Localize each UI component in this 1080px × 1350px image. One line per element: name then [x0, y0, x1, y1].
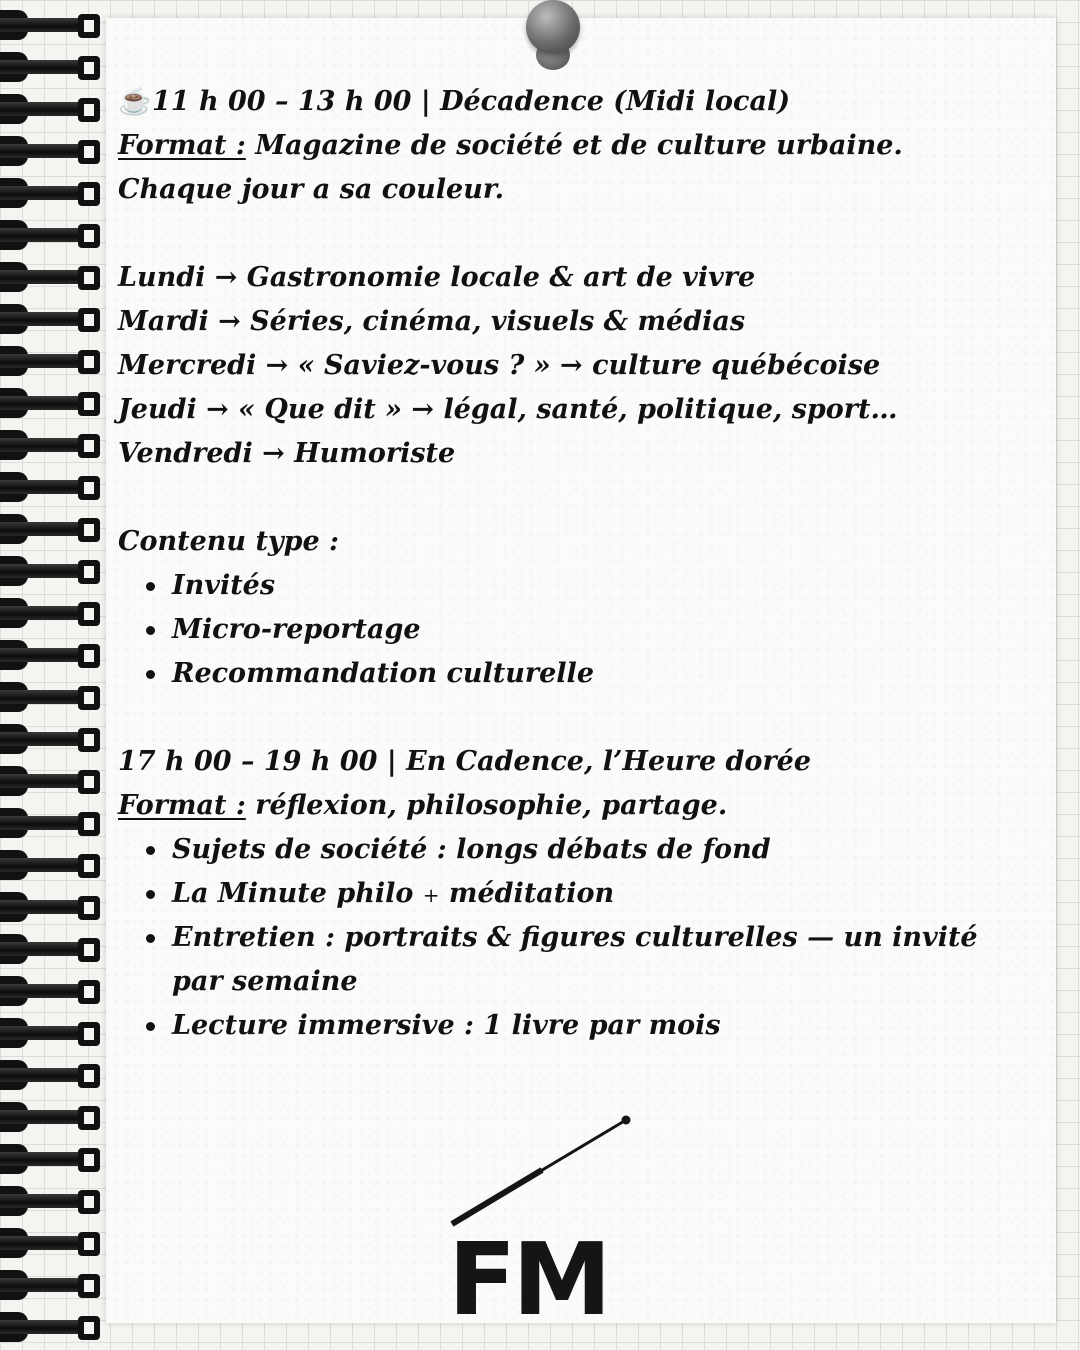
binding-ring: [0, 1018, 102, 1052]
binding-ring: [0, 52, 102, 86]
list-item: Sujets de société : longs débats de fond: [118, 828, 1018, 872]
binding-ring: [0, 766, 102, 800]
list-item: Entretien : portraits & figures culturelles — un invité par semaine: [118, 916, 1018, 1004]
binding-ring: [0, 1228, 102, 1262]
binding-ring: [0, 976, 102, 1010]
list-item: Micro-reportage: [118, 608, 1018, 652]
binding-ring: [0, 178, 102, 212]
binding-ring: [0, 514, 102, 548]
coffee-cup-icon: ☕: [118, 86, 152, 117]
list-item: Invités: [118, 564, 1018, 608]
binding-ring: [0, 10, 102, 44]
list-item: Lecture immersive : 1 livre par mois: [118, 1004, 1018, 1048]
block2-list: [118, 828, 1018, 1048]
binding-ring: [0, 598, 102, 632]
binding-ring: [0, 430, 102, 464]
binding-ring: [0, 892, 102, 926]
content-type-label: Contenu type :: [118, 526, 340, 557]
binding-ring: [0, 94, 102, 128]
binding-ring: [0, 682, 102, 716]
day-thursday: Jeudi → « Que dit » → légal, santé, politique, sport…: [118, 394, 898, 425]
spiral-binding: [0, 0, 108, 1350]
format-label: Format :: [118, 790, 246, 821]
day-tuesday: Mardi → Séries, cinéma, visuels & médias: [118, 306, 746, 337]
block1-subline: Chaque jour a sa couleur.: [118, 174, 505, 205]
day-wednesday: Mercredi → « Saviez-vous ? » → culture québécoise: [118, 350, 881, 381]
binding-ring: [0, 262, 102, 296]
binding-ring: [0, 1144, 102, 1178]
binding-ring: [0, 472, 102, 506]
day-friday: Vendredi → Humoriste: [118, 438, 456, 469]
binding-ring: [0, 220, 102, 254]
binding-ring: [0, 640, 102, 674]
logo-text: FM: [448, 1221, 608, 1338]
binding-ring: [0, 1186, 102, 1220]
binding-ring: [0, 1312, 102, 1346]
day-monday: Lundi → Gastronomie locale & art de vivre: [118, 262, 756, 293]
format-label: Format :: [118, 130, 246, 161]
binding-ring: [0, 724, 102, 758]
list-item: Recommandation culturelle: [118, 652, 1018, 696]
schedule-note: [118, 80, 1018, 1048]
list-item: La Minute philo + méditation: [118, 872, 1018, 916]
binding-ring: [0, 346, 102, 380]
binding-ring: [0, 556, 102, 590]
block2-format: Format : réflexion, philosophie, partage.: [118, 790, 728, 821]
binding-ring: [0, 934, 102, 968]
fm-logo: [446, 1112, 636, 1338]
binding-ring: [0, 808, 102, 842]
binding-ring: [0, 1102, 102, 1136]
block2-heading: 17 h 00 – 19 h 00 | En Cadence, l’Heure dorée: [118, 746, 812, 777]
binding-ring: [0, 136, 102, 170]
block1-format: Format : Magazine de société et de culture urbaine.: [118, 130, 903, 161]
binding-ring: [0, 850, 102, 884]
content-type-list: [118, 564, 1018, 696]
push-pin-icon: [522, 0, 584, 78]
block1-heading: ☕11 h 00 – 13 h 00 | Décadence (Midi local): [118, 80, 1018, 124]
binding-ring: [0, 1060, 102, 1094]
binding-ring: [0, 1270, 102, 1304]
binding-ring: [0, 388, 102, 422]
binding-ring: [0, 304, 102, 338]
